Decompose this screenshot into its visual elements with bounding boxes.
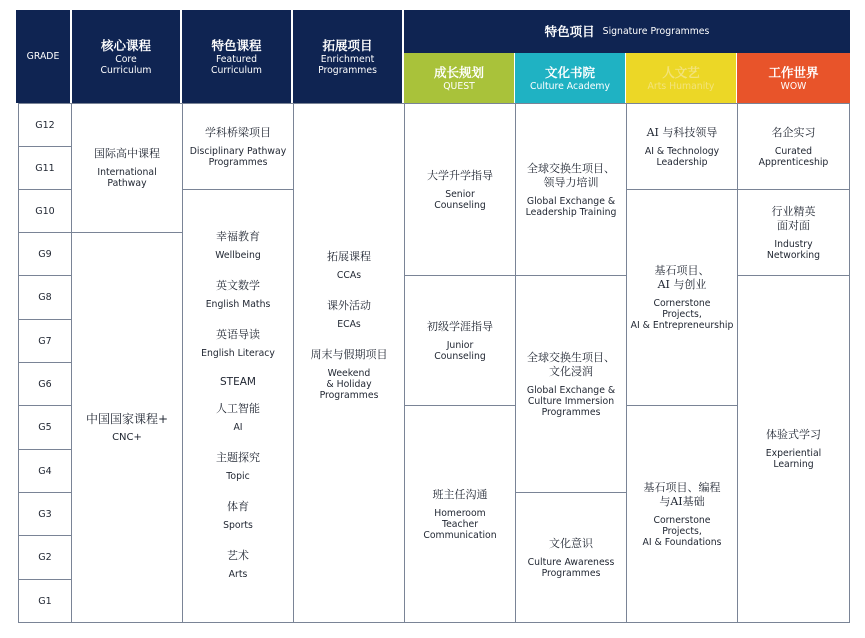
core-header-en1: Core — [115, 53, 137, 65]
featured-item-zh: 幸福教育 — [216, 230, 260, 243]
cornerstone-found-en2: Projects, — [662, 525, 702, 537]
wow-industry-networking — [737, 189, 850, 276]
core-international-pathway — [71, 103, 183, 233]
cornerstone-ai-zh1: 基石项目、 — [654, 264, 710, 277]
featured-item-sports — [223, 500, 253, 531]
leadership-en1: Global Exchange & — [526, 195, 616, 207]
wow-header-en: WOW — [780, 80, 807, 92]
senior-zh: 大学升学指导 — [427, 168, 493, 182]
quest-header-zh: 成长规划 — [433, 64, 484, 80]
arts-ai-technology-leadership — [626, 103, 738, 190]
aitech-en2: Leadership — [656, 156, 708, 168]
quest-junior-counseling — [404, 275, 516, 406]
immersion-zh1: 全球交换生项目、 — [527, 350, 615, 364]
header-enrichment — [293, 10, 404, 103]
leadership-zh1: 全球交换生项目、 — [527, 161, 615, 175]
cca-zh: 拓展课程 — [327, 250, 371, 263]
enrichment-weekend-holiday — [311, 348, 388, 401]
experiential-en1: Experiential — [765, 448, 822, 459]
leadership-en2: Leadership Training — [525, 206, 617, 218]
culture-global-exchange-leadership — [515, 103, 627, 276]
weekend-en2: & Holiday — [326, 379, 372, 390]
featured-item-zh: STEAM — [220, 376, 256, 388]
homeroom-en3: Communication — [423, 529, 497, 541]
cca-en: CCAs — [336, 270, 362, 281]
featured-item-en: Topic — [226, 471, 250, 482]
featured-header-en1: Featured — [215, 53, 258, 65]
core-cnc-plus — [71, 232, 183, 623]
grade-cell — [18, 232, 72, 276]
homeroom-en1: Homeroom — [434, 507, 486, 519]
featured-item-arts — [227, 549, 249, 580]
culture-awareness-programmes — [515, 492, 627, 623]
leadership-zh2: 领导力培训 — [543, 175, 599, 189]
curated-en1: Curated — [774, 145, 813, 157]
cornerstone-found-en1: Cornerstone — [653, 514, 711, 526]
curated-en2: Apprenticeship — [758, 156, 829, 168]
featured-disciplinary-pathway — [182, 103, 294, 190]
arts-header-zh: 人文艺 — [662, 64, 700, 80]
immersion-en3: Programmes — [541, 406, 601, 418]
wow-header-zh: 工作世界 — [768, 64, 819, 80]
featured-header-zh: 特色课程 — [211, 37, 262, 53]
featured-header-en2: Curriculum — [211, 64, 262, 76]
grade-header-label: GRADE — [26, 51, 60, 62]
header-wow — [737, 53, 850, 103]
grade-cell — [18, 449, 72, 493]
intl-zh: 国际高中课程 — [94, 147, 160, 160]
cornerstone-found-zh2: 与AI基础 — [659, 494, 705, 508]
header-signature-programmes — [404, 10, 850, 53]
arts-header-en: Arts Humanity — [647, 80, 715, 92]
awareness-en1: Culture Awareness — [527, 556, 615, 568]
grade-label: G12 — [35, 119, 55, 131]
industry-zh1: 行业精英 — [771, 204, 816, 218]
featured-item-en: Sports — [223, 520, 253, 531]
cornerstone-ai-en2: Projects, — [662, 309, 702, 320]
featured-item-en: Wellbeing — [215, 250, 261, 261]
intl-en2: Pathway — [107, 178, 147, 189]
featured-item-zh: 英语导读 — [215, 328, 260, 341]
weekend-en1: Weekend — [327, 368, 371, 379]
enrichment-header-en1: Enrichment — [320, 53, 375, 65]
cornerstone-ai-en3: AI & Entrepreneurship — [630, 320, 734, 331]
junior-zh: 初级学涯指导 — [427, 319, 493, 333]
cornerstone-found-zh1: 基石项目、编程 — [643, 480, 721, 494]
quest-header-en: QUEST — [443, 80, 475, 92]
grade-label: G5 — [38, 422, 52, 433]
signature-header-en: Signature Programmes — [602, 26, 710, 37]
pathway-zh: 学科桥梁项目 — [205, 125, 271, 139]
header-core-curriculum — [72, 10, 182, 103]
featured-item-zh: 英文数学 — [216, 279, 260, 292]
featured-item-zh: 体育 — [227, 500, 249, 513]
experiential-zh: 体验式学习 — [766, 428, 821, 441]
aitech-zh: AI 与科技领导 — [646, 125, 718, 139]
grade-cell — [18, 319, 72, 363]
header-grade — [16, 10, 72, 103]
grade-label: G7 — [38, 335, 52, 347]
grade-cell — [18, 405, 72, 450]
featured-item-en: Arts — [228, 569, 248, 580]
quest-homeroom-communication — [404, 405, 516, 623]
signature-header-zh: 特色项目 — [544, 23, 595, 39]
featured-item-ai — [216, 402, 260, 433]
featured-item-en: AI — [233, 422, 243, 433]
featured-item-english-literacy — [201, 328, 275, 359]
featured-item-topic — [216, 451, 260, 482]
enrichment-header-en2: Programmes — [318, 64, 377, 76]
junior-en1: Junior — [446, 339, 474, 351]
arts-cornerstone-ai-foundations — [626, 405, 738, 623]
eca-en: ECAs — [337, 319, 361, 330]
featured-item-zh: 艺术 — [227, 549, 249, 562]
grade-label: G3 — [38, 508, 52, 520]
senior-en1: Senior — [445, 188, 475, 200]
pathway-en2: Programmes — [208, 156, 268, 168]
curated-zh: 名企实习 — [771, 125, 816, 139]
quest-senior-counseling — [404, 103, 516, 276]
grade-label: G6 — [38, 378, 52, 390]
homeroom-en2: Teacher — [441, 518, 479, 530]
grade-cell — [18, 275, 72, 320]
grade-cell — [18, 146, 72, 190]
grade-cell — [18, 579, 72, 623]
header-culture-academy — [515, 53, 626, 103]
cornerstone-ai-en1: Cornerstone — [653, 298, 711, 309]
immersion-en1: Global Exchange & — [526, 384, 616, 396]
immersion-zh2: 文化浸润 — [549, 364, 593, 378]
grade-label: G4 — [38, 465, 52, 477]
awareness-en2: Programmes — [541, 567, 601, 579]
senior-en2: Counseling — [434, 199, 486, 211]
grade-label: G1 — [38, 595, 52, 607]
grade-label: G11 — [35, 162, 55, 174]
intl-en1: International — [97, 167, 157, 178]
cornerstone-found-en3: AI & Foundations — [642, 536, 722, 548]
arts-cornerstone-ai-entrepreneurship — [626, 189, 738, 406]
grade-cell — [18, 103, 72, 147]
wow-experiential-learning — [737, 275, 850, 623]
cnc-en: CNC+ — [112, 432, 142, 443]
core-header-zh: 核心课程 — [100, 37, 151, 53]
grade-label: G10 — [35, 205, 55, 217]
culture-header-en: Culture Academy — [530, 80, 610, 92]
experiential-en2: Learning — [773, 459, 814, 470]
featured-item-steam — [220, 377, 256, 388]
enrichment-eca — [327, 299, 371, 330]
header-quest — [404, 53, 515, 103]
header-arts-humanity — [626, 53, 737, 103]
featured-item-en: English Literacy — [201, 348, 275, 359]
grade-cell — [18, 189, 72, 233]
aitech-en1: AI & Technology — [644, 145, 720, 157]
featured-item-english-maths — [206, 279, 271, 310]
header-featured-curriculum — [182, 10, 293, 103]
grade-label: G2 — [38, 552, 52, 563]
culture-header-zh: 文化书院 — [544, 64, 595, 80]
featured-item-zh: 主题探究 — [216, 451, 260, 464]
grade-cell — [18, 362, 72, 406]
featured-item-en: English Maths — [205, 299, 271, 310]
featured-item-zh: 人工智能 — [216, 402, 260, 415]
enrichment-cca — [327, 250, 371, 281]
culture-global-exchange-immersion — [515, 275, 627, 493]
weekend-zh: 周末与假期项目 — [310, 348, 388, 361]
enrichment-programmes — [293, 103, 405, 623]
cnc-zh: 中国国家课程+ — [85, 412, 169, 426]
featured-item-wellbeing — [215, 230, 261, 261]
weekend-en3: Programmes — [319, 390, 379, 401]
grade-cell — [18, 492, 72, 536]
immersion-en2: Culture Immersion — [527, 395, 615, 407]
eca-zh: 课外活动 — [327, 299, 371, 312]
wow-curated-apprenticeship — [737, 103, 850, 190]
homeroom-zh: 班主任沟通 — [432, 487, 488, 501]
awareness-zh: 文化意识 — [549, 536, 593, 550]
cornerstone-ai-zh2: AI 与创业 — [657, 278, 707, 291]
core-header-en2: Curriculum — [100, 64, 152, 76]
enrichment-header-zh: 拓展项目 — [322, 37, 373, 53]
featured-courses-list — [182, 189, 294, 623]
grade-label: G9 — [38, 248, 52, 260]
industry-en1: Industry — [774, 238, 813, 250]
industry-zh2: 面对面 — [777, 218, 810, 232]
industry-en2: Networking — [766, 249, 821, 261]
grade-cell — [18, 535, 72, 580]
grade-label: G8 — [38, 292, 52, 303]
pathway-en1: Disciplinary Pathway — [189, 145, 287, 157]
junior-en2: Counseling — [434, 350, 486, 362]
